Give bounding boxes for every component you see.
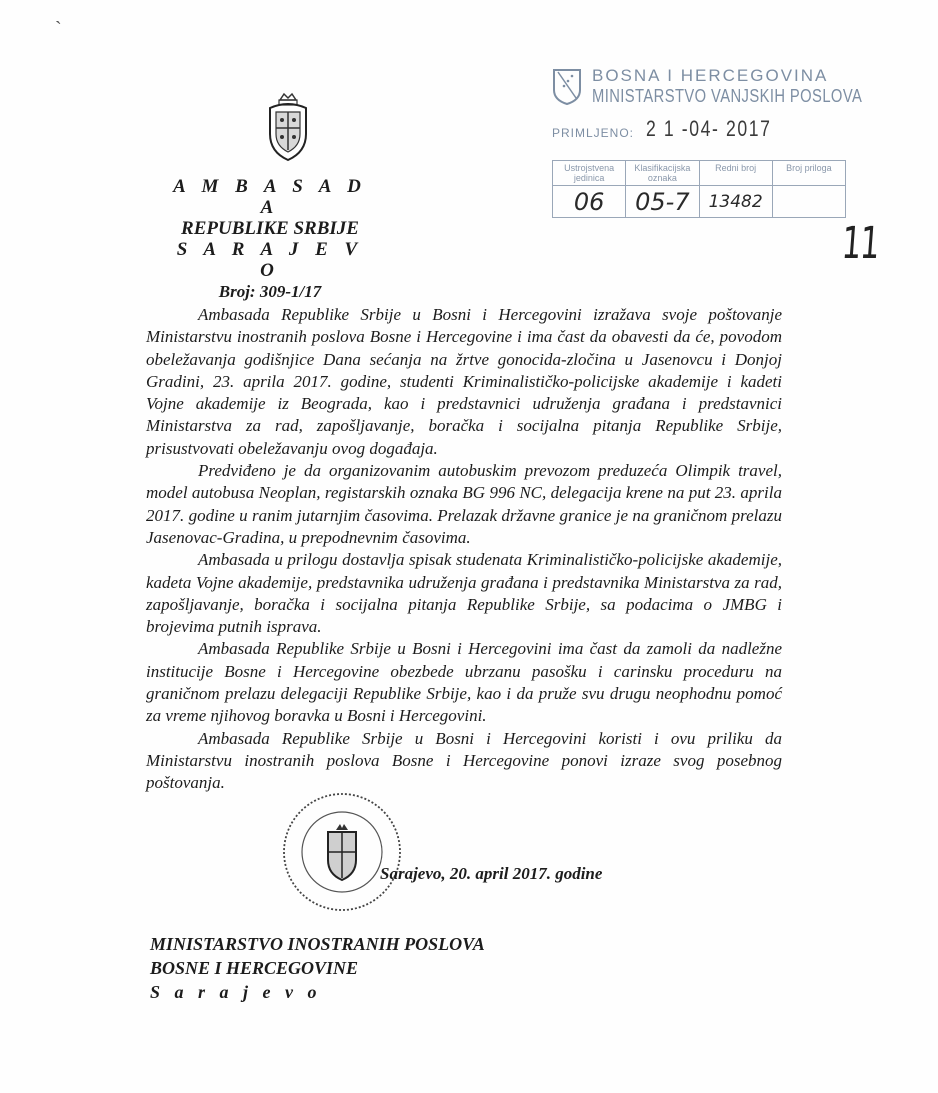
paragraph: Ambasada Republike Srbije u Bosni i Hercegovini koristi i ovu priliku da Ministarstvu inostranih poslova Bosne i Hercegovine ponovi izraze svog posebnog poštovanja. [146,728,782,793]
recipient-address [150,932,485,1004]
stamp-cell-value: 13482 [708,192,763,212]
stamp-country: BOSNA I HERCEGOVINA [592,66,829,85]
paragraph: Ambasada u prilogu dostavlja spisak studenata Kriminalističko-policijske akademije, kadeta Vojne akademije, predstavnika udruženja građana i predstavnika Ministarstva za rad, zapošljavanje, boračka i socijalna pitanja Republike Srbije, sa podacima o JMBG i brojevima putnih isprava. [146,550,782,637]
recipient-line: BOSNE I HERCEGOVINE [150,958,359,978]
stamp-cell-header: Ustrojstvena jedinica [553,161,625,186]
stamp-cell-attachments [773,161,845,217]
letter-body [146,304,782,795]
stamp-cell-unit [553,161,626,217]
stamp-registry-table [552,160,846,218]
stamp-ministry: MINISTARSTVO VANJSKIH POSLOVA [592,86,863,106]
scan-mark: ˋ [55,18,62,40]
embassy-header [170,176,370,302]
document-number: Broj: 309-1/17 [218,282,322,301]
stamp-cell-value: 05-7 [635,188,690,216]
stamp-received-date: 2 1 -04- 2017 [646,116,772,141]
paragraph: Ambasada Republike Srbije u Bosni i Hercegovini izražava svoje poštovanje Ministarstvu inostranih poslova Bosne i Hercegovine i ima čast da obavesti da će, povodom obeležavanja godišnjice Dana sećanja na žrtve gonocida-zločina u Jasenovcu i Donjoj Gradini, 23. aprila 2017. godine, studenti Kriminalističko-policijske akademije i kadeti Vojne akademije iz Beograda, kao i predstavnici udruženja građana i predstavnici Ministarstva za rad, zapošljavanje, boračka i socijalna pitanja Republike Srbije, prisustvovati obeležavanju ovog događaja. [146,305,782,458]
stamp-cell-header: Klasifikacijska oznaka [626,161,698,186]
place-and-date: Sarajevo, 20. april 2017. godine [380,864,603,883]
coat-of-arms-icon [266,90,310,162]
stamp-cell-serial [700,161,773,217]
bih-emblem-icon [552,68,582,106]
paragraph: Predviđeno je da organizovanim autobuskim prevozom preduzeća Olimpik travel, model autobusa Neoplan, registarskih oznaka BG 996 NC, delegacija krene na put 23. aprila 2017. godine u ranim jutarnjim časovima. Prelazak državne granice je na graničnom prelazu Jasenovac-Gradina, u prepodnevnim časovima. [146,461,782,547]
embassy-seal [280,790,404,914]
stamp-received-label: PRIMLJENO: [552,126,635,140]
embassy-country: REPUBLIKE SRBIJE [181,218,359,239]
recipient-city: S a r a j e v o [150,982,322,1002]
stamp-cell-class [626,161,699,217]
embassy-title: A M B A S A D A [173,176,367,218]
stamp-cell-value: 06 [573,188,605,216]
stamp-cell-header: Broj priloga [773,161,845,186]
folio-number: 11 [840,218,881,269]
recipient-line: MINISTARSTVO INOSTRANIH POSLOVA [150,934,485,954]
embassy-city: S A R A J E V O [176,239,364,281]
paragraph: Ambasada Republike Srbije u Bosni i Hercegovini ima čast da zamoli da nadležne institucije Bosne i Hercegovine obezbede ubrzanu pasošku i carinsku proceduru na graničnom prelazu delegaciji Republike Srbije, kao i da pruže svu drugu neophodnu pomoć za vreme njihovog boravka u Bosni i Hercegovini. [146,639,782,726]
stamp-cell-header: Redni broj [700,161,772,186]
